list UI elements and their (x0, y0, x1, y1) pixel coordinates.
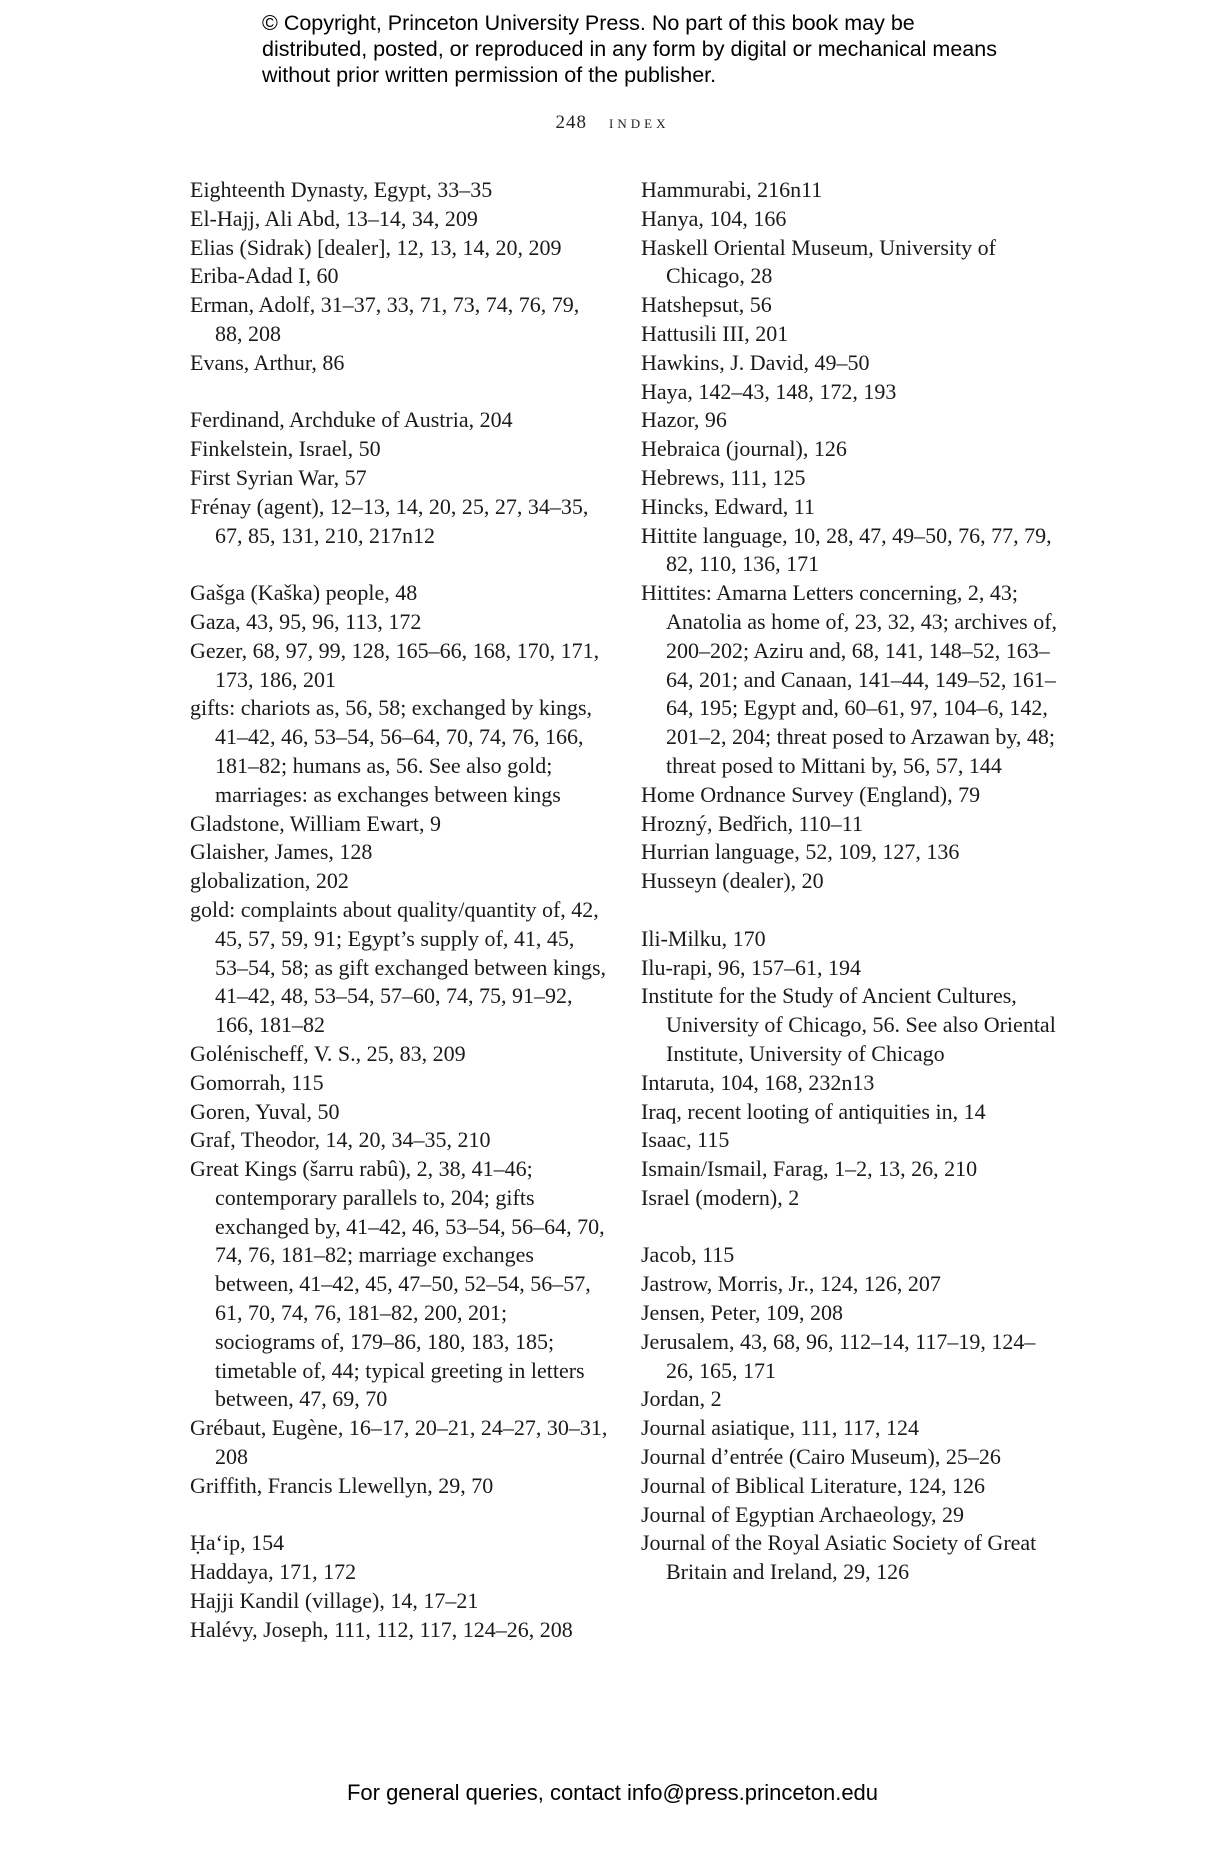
index-entry: Eriba-Adad I, 60 (190, 263, 339, 289)
index-entry: Griffith, Francis Llewellyn, 29, 70 (190, 1472, 494, 1498)
index-entry: Jerusalem, 43, 68, 96, 112–14, 117–19, 124–26, 165, 171 (641, 1328, 1036, 1383)
index-entry: Isaac, 115 (641, 1127, 730, 1153)
index-entry: Institute for the Study of Ancient Cultures, University of Chicago, 56. See also Oriental Institute, University of Chicago (641, 983, 1056, 1066)
index-entry: Frénay (agent), 12–13, 14, 20, 25, 27, 34–35, 67, 85, 131, 210, 217n12 (190, 493, 589, 548)
index-entry: Gaza, 43, 95, 96, 113, 172 (190, 608, 422, 634)
index-entry: Hammurabi, 216n11 (641, 177, 823, 202)
index-entry: Glaisher, James, 128 (190, 839, 373, 865)
index-entry: Hebrews, 111, 125 (641, 464, 806, 490)
index-entry: Husseyn (dealer), 20 (641, 868, 824, 894)
index-entry: Hatshepsut, 56 (641, 292, 772, 318)
index-entry: Hebraica (journal), 126 (641, 436, 847, 462)
letter-group-gap (190, 378, 610, 407)
index-entry: Erman, Adolf, 31–37, 33, 71, 73, 74, 76, 79, 88, 208 (190, 292, 580, 346)
index-entry: Ismain/Ismail, Farag, 1–2, 13, 26, 210 (641, 1156, 978, 1182)
index-entry: Grébaut, Eugène, 16–17, 20–21, 24–27, 30–31, 208 (190, 1415, 608, 1470)
index-entry: Gašga (Kaška) people, 48 (190, 580, 418, 606)
index-entry: Haskell Oriental Museum, University of Chicago, 28 (641, 234, 996, 289)
index-entry: Hattusili III, 201 (641, 320, 789, 346)
index-entry: Gezer, 68, 97, 99, 128, 165–66, 168, 170, 171, 173, 186, 201 (190, 637, 600, 692)
running-title: index (609, 112, 670, 133)
index-entry: Journal asiatique, 111, 117, 124 (641, 1415, 920, 1441)
index-entry: Hittite language, 10, 28, 47, 49–50, 76, 77, 79, 82, 110, 136, 171 (641, 522, 1052, 577)
page-number: 248 (555, 112, 588, 133)
index-entry: Eighteenth Dynasty, Egypt, 33–35 (190, 177, 493, 202)
copyright-notice: © Copyright, Princeton University Press. No part of this book may be distributed, posted, or reproduced in any form by digital or mechanical means without prior written permission of the publisher. (262, 11, 997, 87)
index-entry: Ili-Milku, 170 (641, 925, 766, 951)
index-entry: Israel (modern), 2 (641, 1184, 800, 1210)
letter-group-gap (190, 1501, 610, 1530)
index-entry: Evans, Arthur, 86 (190, 349, 345, 375)
index-entry: Hrozný, Bedřich, 110–11 (641, 810, 863, 836)
index-entry: gold: complaints about quality/quantity of, 42, 45, 57, 59, 91; Egypt’s supply of, 41, 45, 53–54, 58; as gift exchanged between kings, 41–42, 48, 53–54, 57–60, 74, 75, 91–92, 166, 181–82 (190, 896, 607, 1038)
index-entry: Jensen, Peter, 109, 208 (641, 1300, 843, 1326)
index-entry: Hawkins, J. David, 49–50 (641, 349, 870, 375)
index-entry: Journal of the Royal Asiatic Society of Great Britain and Ireland, 29, 126 (641, 1530, 1037, 1585)
index-entry: Gladstone, William Ewart, 9 (190, 810, 442, 836)
index-entry: Journal of Biblical Literature, 124, 126 (641, 1472, 985, 1498)
index-entry: globalization, 202 (190, 868, 349, 894)
index-entry: Jastrow, Morris, Jr., 124, 126, 207 (641, 1271, 941, 1297)
index-entry: Finkelstein, Israel, 50 (190, 436, 381, 462)
index-entry: Hajji Kandil (village), 14, 17–21 (190, 1588, 479, 1614)
index-entry: Intaruta, 104, 168, 232n13 (641, 1069, 875, 1095)
running-header (0, 112, 1225, 134)
index-entry: Graf, Theodor, 14, 20, 34–35, 210 (190, 1127, 491, 1153)
index-entry: Halévy, Joseph, 111, 112, 117, 124–26, 208 (190, 1616, 573, 1642)
index-entry: Hanya, 104, 166 (641, 205, 787, 231)
index-entry: Iraq, recent looting of antiquities in, 14 (641, 1098, 986, 1124)
index-entry: Ḥa‘ip, 154 (190, 1530, 285, 1556)
index-column-right (641, 176, 1061, 1587)
index-entry: Gomorrah, 115 (190, 1069, 324, 1095)
index-entry: Elias (Sidrak) [dealer], 12, 13, 14, 20, 209 (190, 234, 562, 260)
index-entry: Journal of Egyptian Archaeology, 29 (641, 1501, 964, 1527)
letter-group-gap (641, 1213, 1061, 1242)
index-entry: Jacob, 115 (641, 1242, 735, 1268)
index-entry: Ferdinand, Archduke of Austria, 204 (190, 407, 513, 433)
index-entry: Hurrian language, 52, 109, 127, 136 (641, 839, 960, 865)
index-column-left (190, 176, 610, 1645)
index-entry: Home Ordnance Survey (England), 79 (641, 781, 981, 807)
index-entry: Ilu-rapi, 96, 157–61, 194 (641, 954, 861, 980)
index-entry: Jordan, 2 (641, 1386, 722, 1412)
index-entry: El-Hajj, Ali Abd, 13–14, 34, 209 (190, 205, 478, 231)
contact-footer: For general queries, contact info@press.princeton.edu (346, 1780, 879, 1805)
index-entry: Golénischeff, V. S., 25, 83, 209 (190, 1040, 466, 1066)
index-entry: Hittites: Amarna Letters concerning, 2, 43; Anatolia as home of, 23, 32, 43; archives of, 200–202; Aziru and, 68, 141, 148–52, 163–64, 201; and Canaan, 141–44, 149–52, 161–64, 195; Egypt and, 60–61, 97, 104–6, 142, 201–2, 204; threat posed to Arzawan by, 48; threat posed to Mittani by, 56, 57, 144 (641, 580, 1058, 778)
index-entry: Hazor, 96 (641, 407, 727, 433)
index-entry: Great Kings (šarru rabû), 2, 38, 41–46; contemporary parallels to, 204; gifts exchanged by, 41–42, 46, 53–54, 56–64, 70, 74, 76, 181–82; marriage exchanges between, 41–42, 45, 47–50, 52–54, 56–57, 61, 70, 74, 76, 181–82, 200, 201; sociograms of, 179–86, 180, 183, 185; timetable of, 44; typical greeting in letters between, 47, 69, 70 (190, 1156, 605, 1412)
index-entry: Haddaya, 171, 172 (190, 1559, 357, 1585)
index-entry: Haya, 142–43, 148, 172, 193 (641, 378, 897, 404)
index-entry: Journal d’entrée (Cairo Museum), 25–26 (641, 1444, 1001, 1470)
index-entry: Hincks, Edward, 11 (641, 493, 815, 519)
index-entry: Goren, Yuval, 50 (190, 1098, 340, 1124)
index-entry: First Syrian War, 57 (190, 464, 367, 490)
index-entry: gifts: chariots as, 56, 58; exchanged by kings, 41–42, 46, 53–54, 56–64, 70, 74, 76, 166, 181–82; humans as, 56. See also gold; marriages: as exchanges between kings (190, 695, 593, 807)
letter-group-gap (641, 896, 1061, 925)
letter-group-gap (190, 550, 610, 579)
